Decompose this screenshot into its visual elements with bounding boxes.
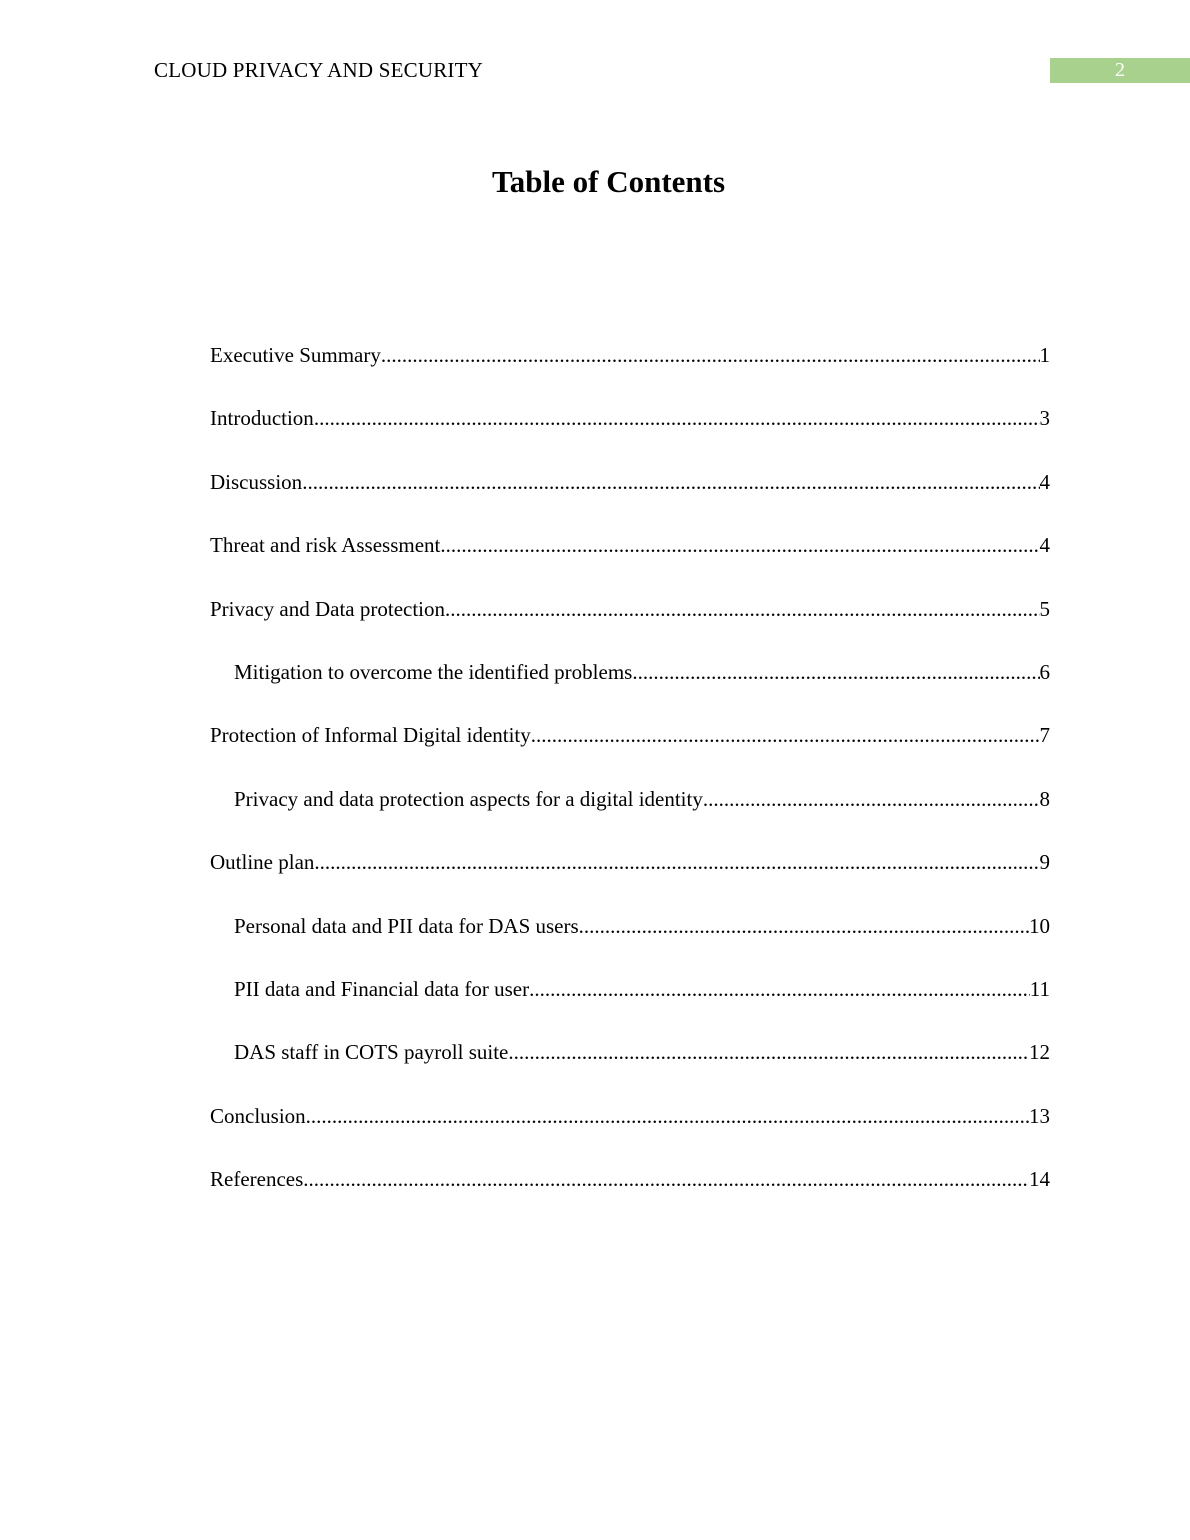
toc-subentry[interactable] — [210, 656, 1050, 719]
toc-entry[interactable] — [210, 846, 1050, 909]
toc-entry-title: Outline plan — [210, 850, 315, 875]
toc-entry-title: DAS staff in COTS payroll suite — [234, 1040, 509, 1065]
toc-subentry[interactable] — [210, 973, 1050, 1036]
dot-leader — [306, 1100, 1029, 1132]
dot-leader — [314, 402, 1040, 434]
toc-entry-page: 9 — [1039, 850, 1050, 875]
toc-entry-title: Threat and risk Assessment — [210, 533, 441, 558]
toc-entry-page: 4 — [1039, 469, 1050, 494]
dot-leader — [632, 656, 1039, 688]
toc-entry-title: Discussion — [210, 469, 303, 494]
toc-entry-title: Mitigation to overcome the identified problems — [234, 659, 633, 684]
running-header-title: CLOUD PRIVACY AND SECURITY — [154, 58, 483, 82]
toc-entry-title: Executive Summary — [210, 343, 381, 367]
toc-entry-page: 12 — [1029, 1040, 1050, 1065]
toc-entry[interactable] — [210, 593, 1050, 656]
toc-entry-page: 10 — [1029, 913, 1050, 938]
toc-subentry[interactable] — [210, 910, 1050, 973]
toc-entry-page: 6 — [1039, 659, 1050, 684]
toc-entry-page: 1 — [1039, 343, 1050, 367]
table-of-contents — [210, 339, 1050, 1226]
dot-leader — [508, 1036, 1029, 1068]
dot-leader — [302, 466, 1039, 498]
dot-leader — [440, 529, 1039, 561]
toc-entry[interactable] — [210, 719, 1050, 782]
toc-entry-title: Conclusion — [210, 1103, 306, 1128]
dot-leader — [445, 593, 1040, 625]
toc-entry-page: 3 — [1039, 406, 1050, 431]
toc-entry-title: References — [210, 1167, 304, 1192]
toc-heading: Table of Contents — [491, 164, 726, 199]
toc-entry-page: 8 — [1039, 786, 1050, 811]
toc-entry[interactable] — [210, 339, 1050, 402]
toc-entry[interactable] — [210, 1163, 1050, 1226]
dot-leader — [303, 1163, 1029, 1195]
dot-leader — [703, 783, 1040, 815]
dot-leader — [381, 339, 1040, 371]
dot-leader — [579, 910, 1029, 942]
dot-leader — [531, 719, 1040, 751]
page-number-badge: 2 — [1050, 58, 1190, 83]
toc-subentry[interactable] — [210, 1036, 1050, 1099]
toc-entry-page: 13 — [1029, 1103, 1050, 1128]
toc-entry-page: 5 — [1039, 596, 1050, 621]
toc-entry-title: Introduction — [210, 406, 314, 431]
toc-entry[interactable] — [210, 1100, 1050, 1163]
toc-entry-page: 14 — [1029, 1167, 1050, 1192]
toc-entry-title: Privacy and Data protection — [210, 596, 445, 621]
dot-leader — [314, 846, 1039, 878]
dot-leader — [529, 973, 1030, 1005]
toc-entry-title: Protection of Informal Digital identity — [210, 723, 531, 748]
toc-subentry[interactable] — [210, 783, 1050, 846]
toc-entry-title: PII data and Financial data for user — [234, 976, 530, 1001]
toc-entry[interactable] — [210, 466, 1050, 529]
toc-entry-page: 7 — [1039, 723, 1050, 748]
toc-entry-page: 4 — [1039, 533, 1050, 558]
toc-entry-title: Privacy and data protection aspects for a digital identity — [234, 786, 703, 811]
toc-entry-title: Personal data and PII data for DAS users — [234, 913, 579, 938]
toc-entry-page: 11 — [1029, 976, 1050, 1001]
toc-entry[interactable] — [210, 402, 1050, 465]
toc-entry[interactable] — [210, 529, 1050, 592]
